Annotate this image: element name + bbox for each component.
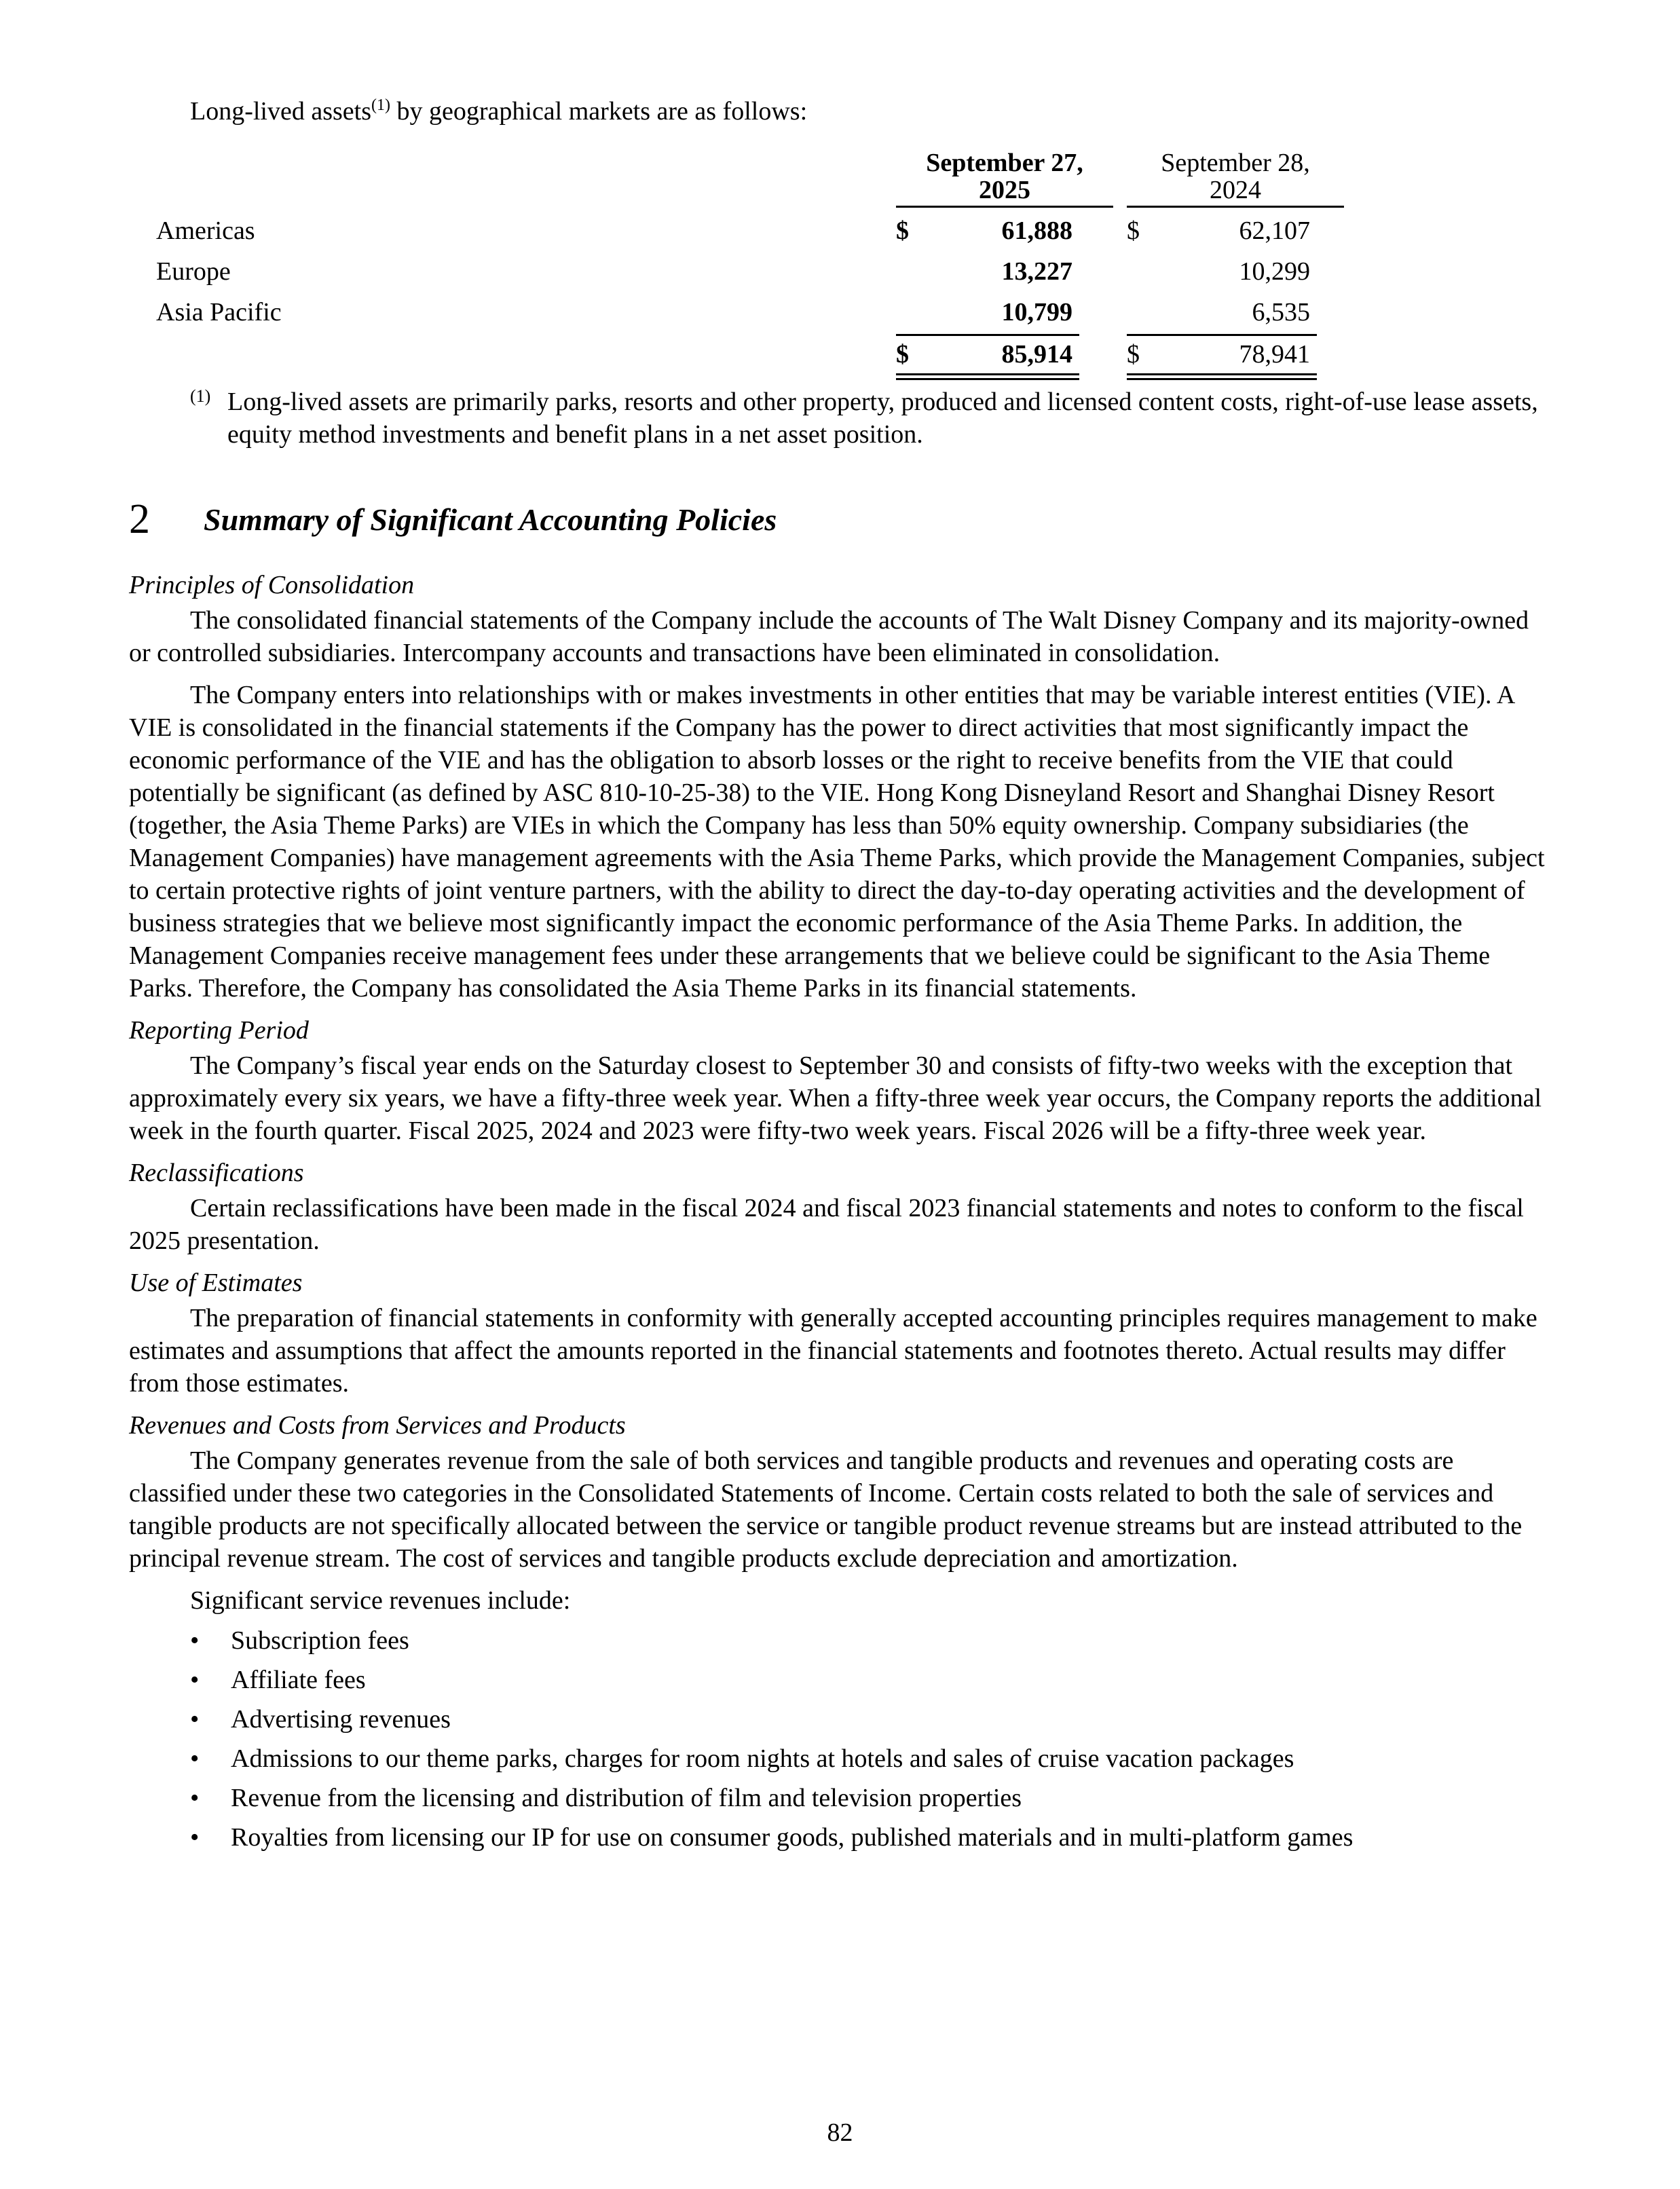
paragraph: The Company generates revenue from the sale of both services and tangible products and revenues and operating costs are classified under these two categories in the Consolidated Statements of Income. Certain costs related to both the sale of services and tangible products are not specifically allocated between the service or tangible product revenue streams but are instead attributed to the principal revenue stream. The cost of services and tangible products exclude depreciation and amortization. [129, 1446, 1523, 1573]
table-row [129, 210, 1551, 251]
subsection-heading: Reporting Period [129, 1016, 309, 1045]
total-double-rule [896, 373, 1079, 380]
footnote-ref: (1) [371, 96, 390, 114]
total-double-rule [1127, 373, 1317, 380]
footnote-marker: (1) [190, 386, 211, 406]
paragraph: The consolidated financial statements of the Company include the accounts of The Walt Disney Company and its majority-owned or controlled subsidiaries. Intercompany accounts and transactions have been eliminated in consolidation. [129, 606, 1529, 667]
bullet-icon: • [190, 1784, 200, 1812]
subsection-heading: Principles of Consolidation [129, 571, 415, 599]
paragraph: The preparation of financial statements in conformity with generally accepted accounting principles requires management to make estimates and assumptions that affect the amounts reported in the financial statements and footnotes thereto. Actual results may differ from those estimates. [129, 1304, 1537, 1398]
service-revenues-list [129, 1621, 1551, 1857]
table-footnote [190, 386, 1548, 451]
column-header-2024: September 28, 2024 [1120, 149, 1351, 204]
currency-symbol: $ [1127, 340, 1140, 369]
subsection-principles-of-consolidation [129, 569, 1551, 1005]
list-item: • Admissions to our theme parks, charges for room nights at hotels and sales of cruise vacation packages [129, 1739, 1551, 1778]
subsection-reporting-period [129, 1014, 1551, 1147]
value-2025: 13,227 [1001, 257, 1072, 286]
value-2024: 10,299 [1239, 257, 1310, 286]
bullet-icon: • [190, 1823, 200, 1852]
bullet-icon: • [190, 1626, 200, 1655]
subsection-revenues-and-costs [129, 1409, 1551, 1575]
section-title: Summary of Significant Accounting Policies [204, 502, 777, 537]
section-body [129, 569, 1551, 1857]
row-label: Europe [156, 257, 231, 286]
section-number: 2 [129, 496, 150, 542]
row-label: Americas [156, 217, 255, 245]
currency-symbol: $ [896, 340, 909, 369]
subsection-reclassifications [129, 1157, 1551, 1257]
total-2025: 85,914 [1001, 340, 1072, 369]
footnote-text: Long-lived assets are primarily parks, resorts and other property, produced and licensed content costs, right-of-use lease assets, equity method investments and benefit plans in a net asset position. [227, 388, 1538, 449]
subsection-heading: Reclassifications [129, 1159, 304, 1187]
total-row [129, 334, 1551, 375]
paragraph: The Company enters into relationships with or makes investments in other entities that may be variable interest entities (VIE). A VIE is consolidated in the financial statements if the Company has the power to direct activities that most significantly impact the economic performance of the VIE and has the obligation to absorb losses or the right to receive benefits from the VIE that could potentially be significant (as defined by ASC 810-10-25-38) to the VIE. Hong Kong Disneyland Resort and Shanghai Disney Resort (together, the Asia Theme Parks) are VIEs in which the Company has less than 50% equity ownership. Company subsidiaries (the Management Companies) have management agreements with the Asia Theme Parks, which provide the Management Companies, subject to certain protective rights of joint venture partners, with the ability to direct the day-to-day operating activities and the development of business strategies that we believe most significantly impact the economic performance of the Asia Theme Parks. In addition, the Management Companies receive management fees under these arrangements that we believe could be significant to the Asia Theme Parks. Therefore, the Company has consolidated the Asia Theme Parks in its financial statements. [129, 681, 1545, 1003]
service-revenues-lead: Significant service revenues include: [190, 1586, 571, 1615]
paragraph: Certain reclassifications have been made in the fiscal 2024 and fiscal 2023 financial statements and notes to conform to the fiscal 2025 presentation. [129, 1194, 1524, 1255]
value-2024: 62,107 [1239, 217, 1310, 245]
subsection-heading: Use of Estimates [129, 1269, 303, 1297]
list-item: • Affiliate fees [129, 1660, 1551, 1700]
bullet-icon: • [190, 1705, 200, 1734]
row-label: Asia Pacific [156, 298, 282, 326]
paragraph: The Company’s fiscal year ends on the Saturday closest to September 30 and consists of fifty-two weeks with the exception that approximately every six years, we have a fifty-three week year. When a fifty-three week year occurs, the Company reports the additional week in the fourth quarter. Fiscal 2025, 2024 and 2023 were fifty-two week years. Fiscal 2026 will be a fifty-three week year. [129, 1051, 1542, 1145]
table-row [129, 292, 1551, 333]
page-number: 82 [827, 2118, 853, 2147]
list-item: • Royalties from licensing our IP for use on consumer goods, published materials and in multi-platform games [129, 1818, 1551, 1857]
currency-symbol: $ [1127, 217, 1140, 245]
column-header-2025: September 27, 2025 [889, 149, 1120, 204]
value-2025: 10,799 [1001, 298, 1072, 326]
subsection-use-of-estimates [129, 1267, 1551, 1400]
value-2024: 6,535 [1252, 298, 1310, 326]
table-row [129, 251, 1551, 292]
table-intro: Long-lived assets$^{(1)}$ by geographical markets are as follows: [190, 96, 808, 126]
currency-symbol: $ [896, 217, 909, 245]
total-2024: 78,941 [1239, 340, 1310, 369]
bullet-icon: • [190, 1666, 200, 1694]
list-item: • Advertising revenues [129, 1700, 1551, 1739]
section-heading [129, 495, 777, 544]
list-item: • Revenue from the licensing and distribution of film and television properties [129, 1778, 1551, 1818]
subsection-heading: Revenues and Costs from Services and Products [129, 1411, 626, 1440]
list-item: • Subscription fees [129, 1621, 1551, 1660]
value-2025: 61,888 [1001, 217, 1072, 245]
bullet-icon: • [190, 1744, 200, 1773]
